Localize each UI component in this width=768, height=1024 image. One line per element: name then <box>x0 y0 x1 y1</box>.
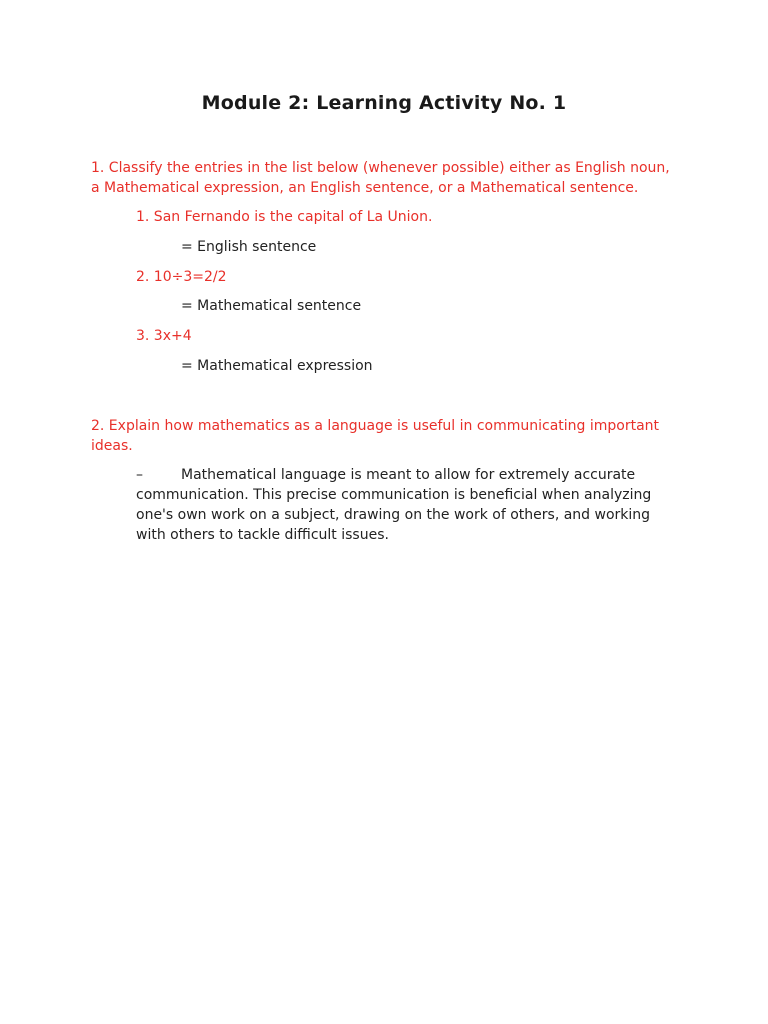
list-item-3: 3. 3x+4 <box>136 328 192 344</box>
list-item-2-answer: = Mathematical sentence <box>181 298 362 314</box>
question-1-prompt: 1. Classify the entries in the list below (whenever possible) either as English noun, a Mathematical expression, an English sentence, or a Mathematical sentence. <box>91 160 670 196</box>
list-item-2: 2. 10÷3=2/2 <box>136 269 227 285</box>
question-2-answer: Mathematical language is meant to allow for extremely accurate communication. This precise communication is beneficial when analyzing one's own work on a subject, drawing on the work of others, and working with others to tackle difficult issues. <box>136 467 652 543</box>
list-item-1: 1. San Fernando is the capital of La Union. <box>136 209 433 225</box>
question-2-prompt: 2. Explain how mathematics as a language is useful in communicating important ideas. <box>91 418 660 454</box>
list-item-1-answer: = English sentence <box>181 239 317 255</box>
page-title: Module 2: Learning Activity No. 1 <box>201 92 567 114</box>
list-item-3-answer: = Mathematical expression <box>181 358 373 374</box>
bullet-dash: – <box>136 467 143 483</box>
